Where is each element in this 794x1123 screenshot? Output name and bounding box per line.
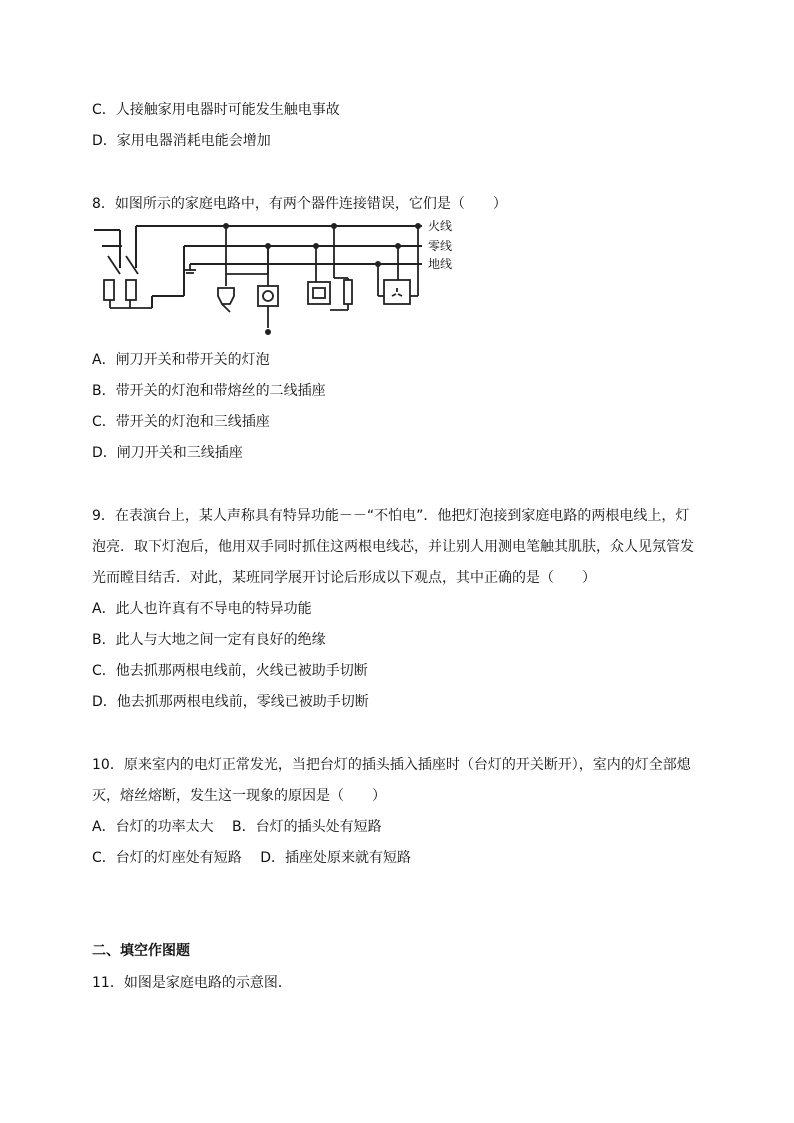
q8-option-a: A．闸刀开关和带开关的灯泡 [92,352,270,368]
socket-fuse [344,280,352,304]
q9-stem-line3: 光而瞠目结舌．对此，某班同学展开讨论后形成以下观点，其中正确的是（ ） [92,570,596,586]
ground-wire-label: 地线 [428,257,453,271]
q10-stem-line1: 10．原来室内的电灯正常发光，当把台灯的插头插入插座时（台灯的开关断开），室内的灯全部熄 [92,757,691,773]
q8-stem: 8．如图所示的家庭电路中，有两个器件连接错误，它们是（ ） [92,196,507,212]
q9-stem-line1: 9．在表演台上，某人声称具有特异功能－－“不怕电”．他把灯泡接到家庭电路的两根电线上，灯 [92,508,690,524]
q9-option-a: A．此人也许真有不导电的特异功能 [92,601,312,617]
q10-options-cd: C．台灯的灯座处有短路 D．插座处原来就有短路 [92,850,412,866]
q9-option-c: C．他去抓那两根电线前，火线已被助手切断 [92,663,368,679]
section-title: 二、填空作图题 [92,943,190,959]
q10-options-ab: A．台灯的功率太大 B．台灯的插头处有短路 [92,819,382,835]
q9-option-b: B．此人与大地之间一定有良好的绝缘 [92,632,326,648]
household-circuit-diagram [92,216,472,341]
q8-option-c: C．带开关的灯泡和三线插座 [92,414,270,430]
q7-option-d: D．家用电器消耗电能会增加 [92,133,271,149]
q11-stem: 11．如图是家庭电路的示意图． [92,975,292,991]
live-wire-label: 火线 [428,219,453,233]
fuse-left [104,280,114,300]
lamp-icon [218,288,234,304]
q9-option-d: D．他去抓那两根电线前，零线已被助手切断 [92,694,369,710]
neutral-wire-label: 零线 [428,239,453,253]
q9-stem-line2: 泡亮．取下灯泡后，他用双手同时抓住这两根电线芯，并让别人用测电笔触其肌肤，众人见氖管发 [92,539,694,555]
two-wire-socket [308,282,330,304]
q8-option-d: D．闸刀开关和三线插座 [92,445,243,461]
q8-option-b: B．带开关的灯泡和带熔丝的二线插座 [92,383,326,399]
q7-option-c: C．人接触家用电器时可能发生触电事故 [92,102,340,118]
q10-stem-line2: 灭，熔丝熔断，发生这一现象的原因是（ ） [92,788,386,804]
fuse-right [126,280,136,300]
wall-switch [258,286,278,306]
